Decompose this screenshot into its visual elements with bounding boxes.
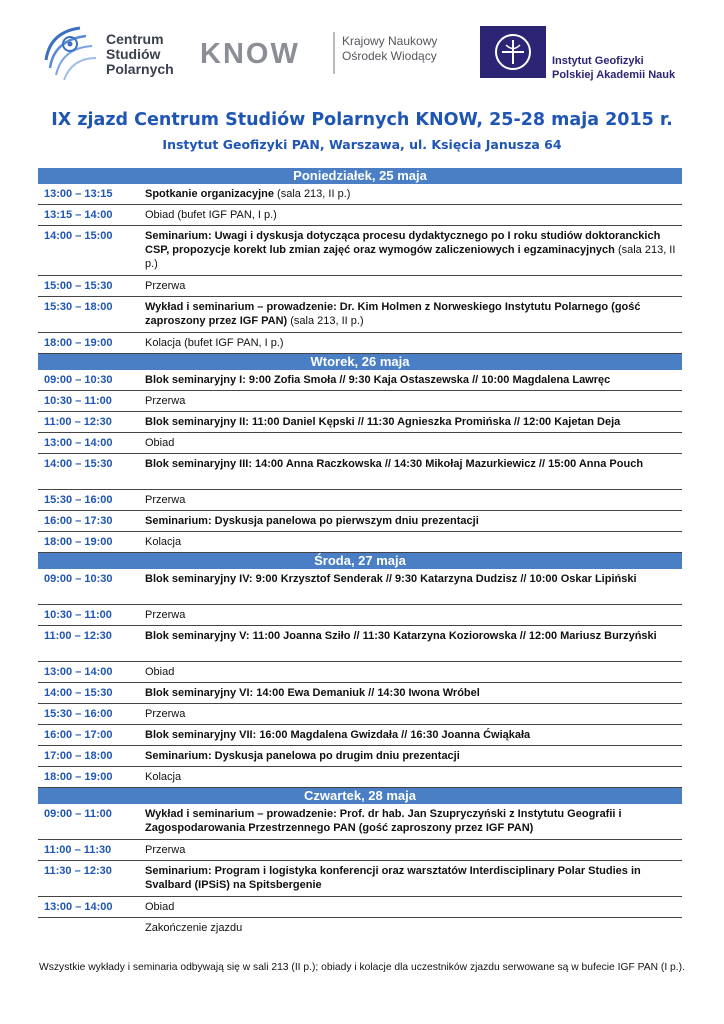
csp-logo: [36, 20, 176, 86]
know-logo: [200, 34, 438, 71]
event-detail: Zakończenie zjazdu: [145, 922, 243, 934]
day-header: Poniedziałek, 25 maja: [38, 168, 682, 184]
page-subtitle: Instytut Geofizyki PAN, Warszawa, ul. Księcia Janusza 64: [162, 137, 562, 152]
schedule-row: [38, 861, 682, 897]
event-description: [145, 187, 682, 204]
schedule-row: [38, 897, 682, 918]
time-slot: 18:00 – 19:00: [44, 337, 113, 349]
schedule-row: [38, 333, 682, 354]
event-description: [145, 394, 682, 411]
event-description: [145, 608, 682, 625]
time-slot: 16:00 – 17:30: [44, 515, 113, 527]
event-title: Blok seminaryjny I: 9:00 Zofia Smoła // 9:30 Kaja Ostaszewska // 10:00 Magdalena Lawręc: [145, 374, 611, 386]
event-description: [145, 457, 682, 489]
event-description: [145, 229, 682, 275]
event-description: [145, 300, 682, 332]
event-detail: (sala 213, II p.): [145, 244, 676, 270]
event-description: [145, 807, 682, 839]
event-description: [145, 900, 682, 917]
event-title: Seminarium: Program i logistyka konferencji oraz warsztatów Interdisciplinary Polar Studies in Svalbard (IPSiS) na Spitsbergenie: [145, 865, 641, 891]
csp-logo-line: Polarnych: [106, 61, 174, 77]
time-slot: 09:00 – 10:30: [44, 573, 113, 585]
event-detail: Przerwa: [145, 609, 186, 621]
event-title: Seminarium: Dyskusja panelowa po drugim dniu prezentacji: [145, 750, 460, 762]
event-description: [145, 436, 682, 453]
polar-swirl-icon: [36, 20, 102, 86]
schedule-row: [38, 683, 682, 704]
schedule-row: [38, 370, 682, 391]
event-title: Seminarium: Dyskusja panelowa po pierwszym dniu prezentacji: [145, 515, 479, 527]
logo-bar: [0, 0, 724, 95]
schedule-row: [38, 662, 682, 683]
schedule-row: [38, 297, 682, 333]
event-detail: Obiad (bufet IGF PAN, I p.): [145, 209, 277, 221]
time-slot: 17:00 – 18:00: [44, 750, 113, 762]
time-slot: 11:00 – 12:30: [44, 416, 112, 428]
event-detail: Przerwa: [145, 844, 186, 856]
event-detail: Kolacja: [145, 536, 182, 548]
time-slot: 14:00 – 15:30: [44, 458, 113, 470]
schedule-row: [38, 205, 682, 226]
event-description: [145, 707, 682, 724]
event-title: Wykład i seminarium – prowadzenie: Prof. dr hab. Jan Szupryczyński z Instytutu Geografii i Zagospodarowania Przestrzennego PAN (gość zaproszony przez IGF PAN): [145, 808, 622, 834]
know-logo-divider: [333, 32, 335, 74]
event-title: Wykład i seminarium – prowadzenie: Dr. Kim Holmen z Norweskiego Instytutu Polarnego (gość zaproszony przez IGF PAN): [145, 301, 641, 327]
csp-logo-line: Studiów: [106, 46, 161, 62]
event-description: [145, 686, 682, 703]
event-detail: Przerwa: [145, 708, 186, 720]
event-description: [145, 728, 682, 745]
event-detail: Przerwa: [145, 494, 186, 506]
time-slot: 13:00 – 14:00: [44, 666, 113, 678]
time-slot: 13:00 – 14:00: [44, 437, 113, 449]
event-title: Blok seminaryjny IV: 9:00 Krzysztof Senderak // 9:30 Katarzyna Dudzisz // 10:00 Oskar Lipiński: [145, 573, 637, 585]
event-detail: Obiad: [145, 437, 175, 449]
time-slot: 18:00 – 19:00: [44, 536, 113, 548]
schedule-row: [38, 605, 682, 626]
event-description: [145, 336, 682, 353]
schedule-row: [38, 226, 682, 276]
time-slot: 14:00 – 15:30: [44, 687, 113, 699]
day-header: Czwartek, 28 maja: [38, 788, 682, 804]
time-slot: 13:00 – 14:00: [44, 901, 113, 913]
time-slot: 15:30 – 18:00: [44, 301, 113, 313]
event-detail: Przerwa: [145, 280, 186, 292]
time-slot: 18:00 – 19:00: [44, 771, 113, 783]
event-description: [145, 208, 682, 225]
event-title: Blok seminaryjny II: 11:00 Daniel Kępski // 11:30 Agnieszka Promińska // 12:00 Kajetan Deja: [145, 416, 621, 428]
day-header: Środa, 27 maja: [38, 553, 682, 569]
csp-logo-line: Centrum: [106, 31, 164, 47]
schedule-row: [38, 276, 682, 297]
event-description: [145, 373, 682, 390]
day-header: Wtorek, 26 maja: [38, 354, 682, 370]
schedule-row: [38, 804, 682, 840]
time-slot: [38, 921, 145, 939]
schedule-row: [38, 184, 682, 205]
igf-logo-line: Polskiej Akademii Nauk: [552, 69, 676, 81]
event-detail: Obiad: [145, 901, 175, 913]
time-slot: 16:00 – 17:00: [44, 729, 113, 741]
know-logo-subline: Ośrodek Wiodący: [342, 49, 437, 63]
time-slot: 09:00 – 10:30: [44, 374, 113, 386]
schedule-row: [38, 918, 682, 939]
event-description: [145, 535, 682, 552]
schedule-row: [38, 511, 682, 532]
time-slot: 14:00 – 15:00: [44, 230, 113, 242]
event-description: [145, 843, 682, 860]
event-description: [145, 415, 682, 432]
time-slot: 10:30 – 11:00: [44, 609, 112, 621]
event-detail: (sala 213, II p.): [273, 188, 351, 200]
event-title: Blok seminaryjny VI: 14:00 Ewa Demaniuk // 14:30 Iwona Wróbel: [145, 687, 480, 699]
event-detail: Kolacja (bufet IGF PAN, I p.): [145, 337, 284, 349]
event-title: Blok seminaryjny V: 11:00 Joanna Sziło // 11:30 Katarzyna Koziorowska // 12:00 Mariusz Burzyński: [145, 630, 657, 642]
time-slot: 11:00 – 11:30: [44, 844, 112, 856]
time-slot: 15:30 – 16:00: [44, 494, 113, 506]
event-title: Seminarium: Uwagi i dyskusja dotycząca procesu dydaktycznego po I roku studiów doktoranckich CSP, propozycje korekt lub zmian zajęć oraz wymogów zaliczeniowych i egzaminacyjnych: [145, 230, 661, 256]
schedule-row: [38, 746, 682, 767]
event-description: [145, 665, 682, 682]
event-detail: (sala 213, II p.): [287, 315, 364, 327]
schedule-row: [38, 391, 682, 412]
event-title: Spotkanie organizacyjne: [145, 188, 274, 200]
know-logo-text: KNOW: [200, 38, 300, 70]
time-slot: 13:00 – 13:15: [44, 188, 113, 200]
event-title: Blok seminaryjny III: 14:00 Anna Raczkowska // 14:30 Mikołaj Mazurkiewicz // 15:00 Anna Pouch: [145, 458, 644, 470]
event-description: [145, 493, 682, 510]
footnote: Wszystkie wykłady i seminaria odbywają się w sali 213 (II p.); obiady i kolacje dla uczestników zjazdu serwowane są w bufecie IGF PAN (I p.).: [39, 962, 685, 973]
schedule-table: [38, 168, 682, 939]
schedule-row: [38, 725, 682, 746]
time-slot: 11:30 – 12:30: [44, 865, 112, 877]
event-description: [145, 279, 682, 296]
event-description: [145, 864, 682, 896]
schedule-row: [38, 626, 682, 662]
schedule-row: [38, 704, 682, 725]
event-description: [145, 514, 682, 531]
schedule-row: [38, 454, 682, 490]
event-description: [145, 921, 682, 939]
event-detail: Obiad: [145, 666, 175, 678]
igf-logo-line: Instytut Geofizyki: [552, 55, 644, 67]
event-description: [145, 749, 682, 766]
event-title: Blok seminaryjny VII: 16:00 Magdalena Gwizdała // 16:30 Joanna Ćwiąkała: [145, 729, 531, 741]
igf-emblem-icon: [480, 26, 546, 78]
schedule-row: [38, 767, 682, 788]
know-logo-subline: Krajowy Naukowy: [342, 34, 438, 48]
schedule-row: [38, 569, 682, 605]
event-description: [145, 629, 682, 661]
schedule-row: [38, 532, 682, 553]
schedule-row: [38, 490, 682, 511]
time-slot: 10:30 – 11:00: [44, 395, 112, 407]
time-slot: 15:30 – 16:00: [44, 708, 113, 720]
schedule-row: [38, 840, 682, 861]
time-slot: 15:00 – 15:30: [44, 280, 113, 292]
time-slot: 11:00 – 12:30: [44, 630, 112, 642]
event-description: [145, 572, 682, 604]
time-slot: 13:15 – 14:00: [44, 209, 113, 221]
page-title: IX zjazd Centrum Studiów Polarnych KNOW, 25-28 maja 2015 r.: [51, 110, 673, 130]
time-slot: 09:00 – 11:00: [44, 808, 112, 820]
event-description: [145, 770, 682, 787]
event-detail: Kolacja: [145, 771, 182, 783]
schedule-row: [38, 412, 682, 433]
schedule-row: [38, 433, 682, 454]
event-detail: Przerwa: [145, 395, 186, 407]
